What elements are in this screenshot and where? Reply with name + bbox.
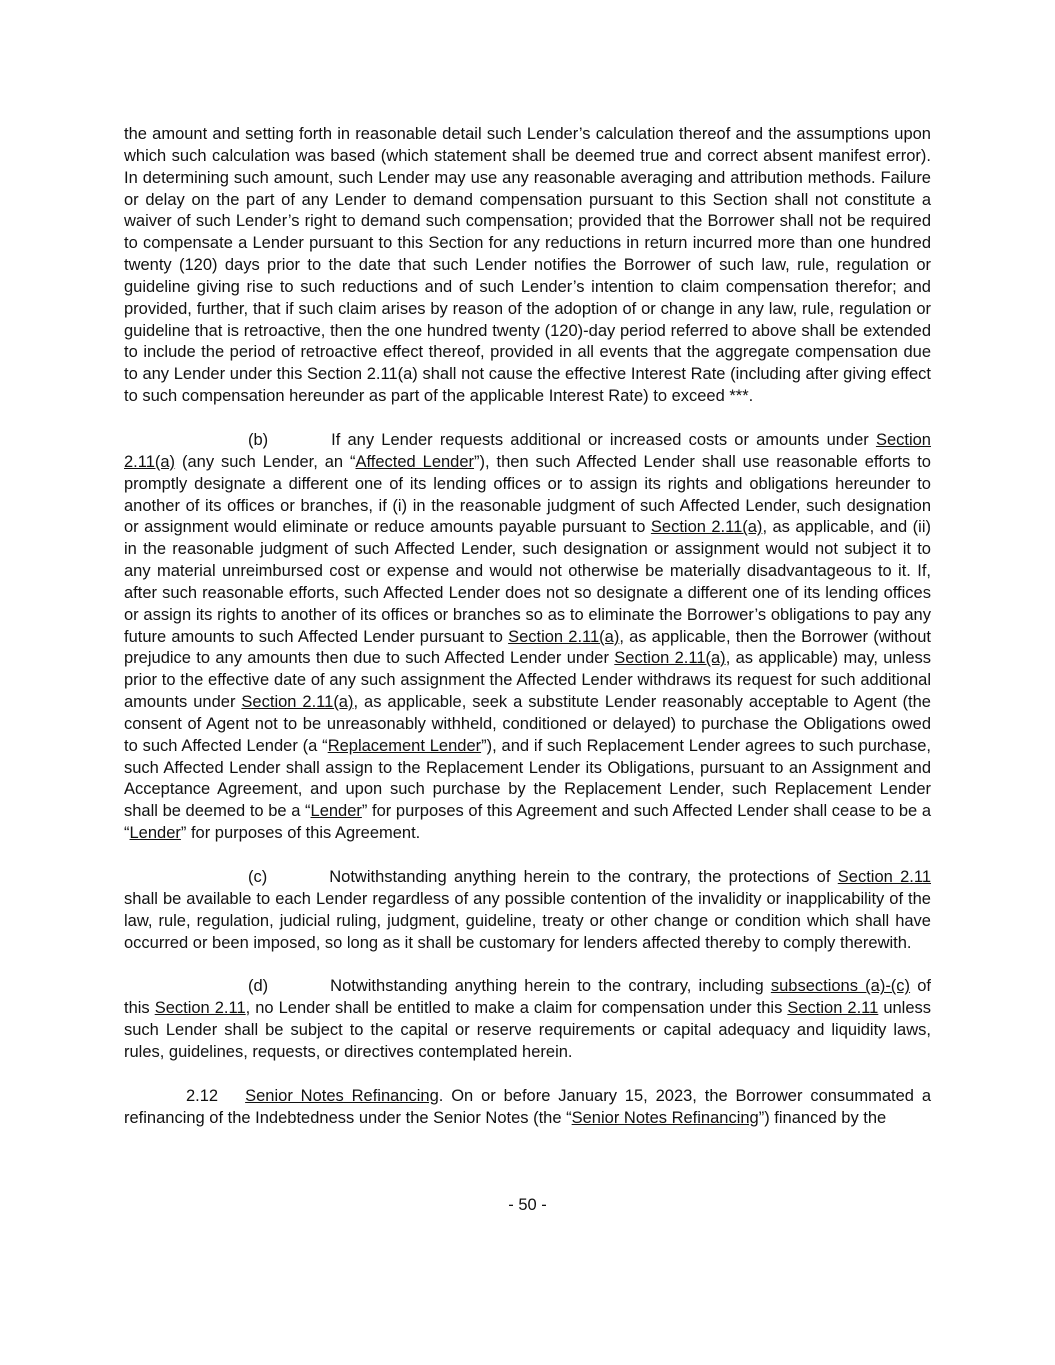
paragraph-text: ”), and if such Replacement Lender agrees to such purchase, such Affected Lender shall assign to the Replacement Lender its Obligations, pursuant to an Assignment and Acceptance Agreement, and upon such purchase by the Replacement Lender, such Replacement Lender shall be deemed to be a “ (124, 736, 931, 821)
document-page (124, 124, 931, 1129)
subsection-label: (d) (248, 977, 269, 996)
defined-term: Affected Lender (355, 452, 475, 471)
paragraph-gap (124, 845, 931, 867)
section-reference: Section 2.11(a) (650, 518, 763, 537)
paragraph-text: of this (124, 977, 931, 1018)
paragraph-text: ”) financed by the (758, 1108, 887, 1127)
paragraph-b (124, 430, 931, 845)
paragraph-text: unless such Lender shall be subject to the capital or reserve requirements or capital adequacy and liquidity laws, rules, guidelines, requests, or directives contemplated herein. (124, 999, 932, 1061)
section-heading: Senior Notes Refinancing (245, 1086, 439, 1105)
section-reference: Section 2.11(a) (614, 649, 726, 668)
subsection-label: (b) (248, 430, 269, 449)
paragraph-text: (any such Lender, an “ (175, 452, 356, 471)
paragraph-text: , as applicable, then the Borrower (without prejudice to any amounts then due to such Affected Lender under (124, 627, 931, 668)
paragraph-text: shall be available to each Lender regardless of any possible contention of the invalidity or inapplicability of the law, rule, regulation, judicial ruling, judgment, guideline, treaty or other change or condition which shall have occurred or been imposed, so long as it shall be customary for lenders affected thereby to comply therewith. (124, 889, 931, 952)
section-reference: Section 2.11(a) (241, 693, 354, 712)
defined-term: Lender (129, 824, 181, 843)
defined-term: Lender (310, 802, 362, 821)
paragraph-text: ” for purposes of this Agreement and such Affected Lender shall cease to be a “ (124, 802, 931, 843)
section-reference: Section 2.11 (787, 999, 879, 1018)
paragraph-text: ” for purposes of this Agreement. (180, 824, 421, 843)
paragraph-text: If any Lender requests additional or increased costs or amounts under (331, 430, 876, 449)
paragraph-text: , as applicable) may, unless prior to the effective date of any such assignment the Affected Lender withdraws its request for such additional amounts under (124, 649, 931, 712)
paragraph-text: , as applicable, and (ii) in the reasonable judgment of such Affected Lender, such designation or assignment would not subject it to any material unreimbursed cost or expense and would not otherwise be materially disadvantageous to it. If, after such reasonable efforts, such Affected Lender does not so designate a different one of its lending offices or assign its rights to another of its offices or branches so as to eliminate the Borrower’s obligations to pay any future amounts to such Affected Lender pursuant to (124, 518, 931, 646)
paragraph-gap (124, 408, 931, 430)
paragraph-text: , no Lender shall be entitled to make a claim for compensation under this (245, 999, 788, 1018)
paragraph-a-continuation (124, 124, 931, 408)
section-reference: Section 2.11(a) (508, 627, 620, 646)
section-number: 2.12 (186, 1086, 219, 1105)
paragraph-d (124, 976, 931, 1063)
paragraph-text: the amount and setting forth in reasonable detail such Lender’s calculation thereof and the assumptions upon which such calculation was based (which statement shall be deemed true and correct absent manifest error). In determining such amount, such Lender may use any reasonable averaging and attribution methods. Failure or delay on the part of any Lender to demand compensation pursuant to this Section shall not constitute a waiver of such Lender’s right to demand such compensation; provided that the Borrower shall not be required to compensate a Lender pursuant to this Section for any reductions in return incurred more than one hundred twenty (120) days prior to the date that such Lender notifies the Borrower of such law, rule, regulation or guideline giving rise to such reductions and of such Lender’s intention to claim compensation therefor; and provided, further, that if such claim arises by reason of the adoption of or change in any law, rule, regulation or guideline that is retroactive, then the one hundred twenty (120)-day period referred to above shall be extended to include the period of retroactive effect thereof, provided in all events that the aggregate compensation due to any Lender under this Section 2.11(a) shall not cause the effective Interest Rate (including after giving effect to such compensation hereunder as part of the applicable Interest Rate) to exceed ***. (124, 125, 931, 406)
paragraph-text: Notwithstanding anything herein to the contrary, the protections of (329, 868, 838, 886)
section-2-12 (124, 1086, 931, 1130)
section-reference: Section 2.11 (154, 999, 246, 1018)
page-number: - 50 - (508, 1196, 547, 1214)
section-reference: Section 2.11 (837, 868, 931, 886)
defined-term: Replacement Lender (327, 736, 482, 755)
section-reference: Section 2.11(a) (124, 430, 931, 471)
paragraph-text: ”), then such Affected Lender shall use reasonable efforts to promptly designate a different one of its lending offices or to assign its rights and obligations hereunder to another of its offices or branches, if (i) in the reasonable judgment of such Affected Lender, such designation or assignment would eliminate or reduce amounts payable pursuant to (124, 452, 931, 537)
paragraph-text: , as applicable, seek a substitute Lender reasonably acceptable to Agent (the consent of Agent not to be unreasonably withheld, conditioned or delayed) to purchase the Obligations owed to such Affected Lender (a “ (124, 693, 931, 755)
paragraph-text: . On or before January 15, 2023, the Borrower consummated a refinancing of the Indebtedness under the Senior Notes (the “ (124, 1086, 931, 1127)
subsection-label: (c) (248, 868, 268, 886)
paragraph-text: Notwithstanding anything herein to the contrary, including (330, 977, 771, 996)
section-reference: subsections (a)-(c) (770, 977, 911, 996)
paragraph-gap (124, 1064, 931, 1086)
paragraph-gap (124, 954, 931, 976)
defined-term: Senior Notes Refinancing (571, 1108, 759, 1127)
paragraph-c (124, 867, 931, 954)
